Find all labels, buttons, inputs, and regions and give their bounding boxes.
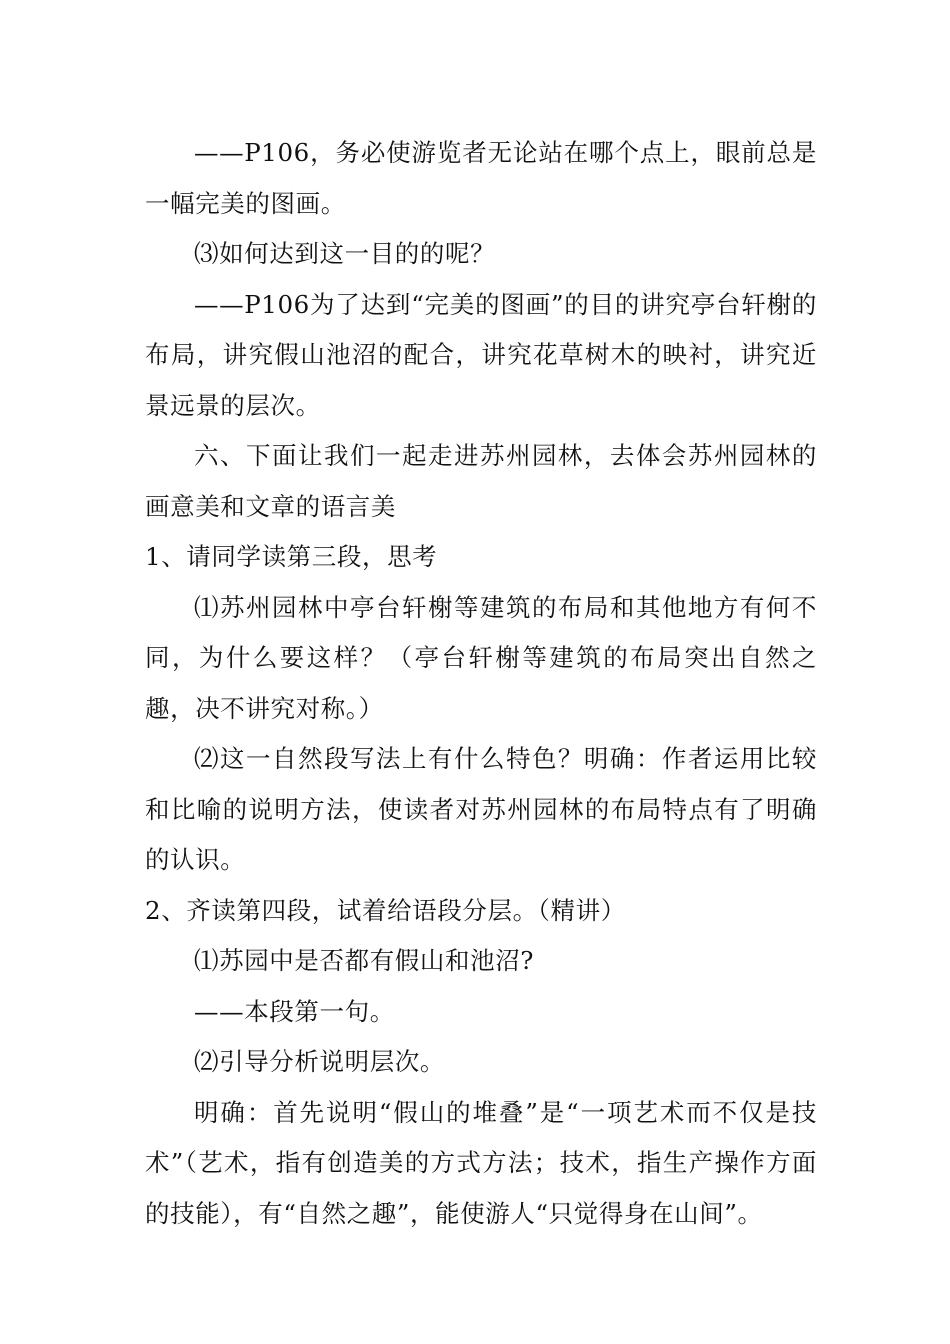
paragraph-section-six: 六、下面让我们一起走进苏州园林，去体会苏州园林的画意美和文章的语言美: [145, 441, 817, 521]
paragraph-question-2-analysis: ⑵引导分析说明层次。: [194, 1047, 445, 1076]
paragraph-question-1-buildings: ⑴苏州园林中亭台轩榭等建筑的布局和其他地方有何不同，为什么要这样？（亭台轩榭等建筑的布局突出自然之趣，决不讲究对称。）: [145, 592, 817, 723]
document-body: [145, 128, 817, 1239]
paragraph-question-3: ⑶如何达到这一目的的呢？: [194, 239, 496, 268]
paragraph-question-2-writing: ⑵这一自然段写法上有什么特色？明确：作者运用比较和比喻的说明方法，使读者对苏州园林的布局特点有了明确的认识。: [145, 744, 817, 874]
paragraph-p106-layout: ——P106为了达到“完美的图画”的目的讲究亭台轩榭的布局，讲究假山池沼的配合，讲究花草树木的映衬，讲究近景远景的层次。: [145, 289, 817, 420]
paragraph-item-2: 2、齐读第四段，试着给语段分层。（精讲）: [145, 895, 626, 925]
paragraph-answer-first-sentence: ——本段第一句。: [194, 996, 395, 1026]
paragraph-clarification: 明确：首先说明“假山的堆叠”是“一项艺术而不仅是技术”（艺术，指有创造美的方式方法；技术，指生产操作方面的技能），有“自然之趣”，能使游人“只觉得身在山间”。: [145, 1097, 817, 1228]
paragraph-question-1-rockery: ⑴苏园中是否都有假山和池沼?: [194, 946, 535, 975]
paragraph-item-1: 1、请同学读第三段，思考: [145, 542, 438, 571]
paragraph-p106-perfect-picture: ——P106，务必使游览者无论站在哪个点上，眼前总是一幅完美的图画。: [145, 138, 817, 218]
